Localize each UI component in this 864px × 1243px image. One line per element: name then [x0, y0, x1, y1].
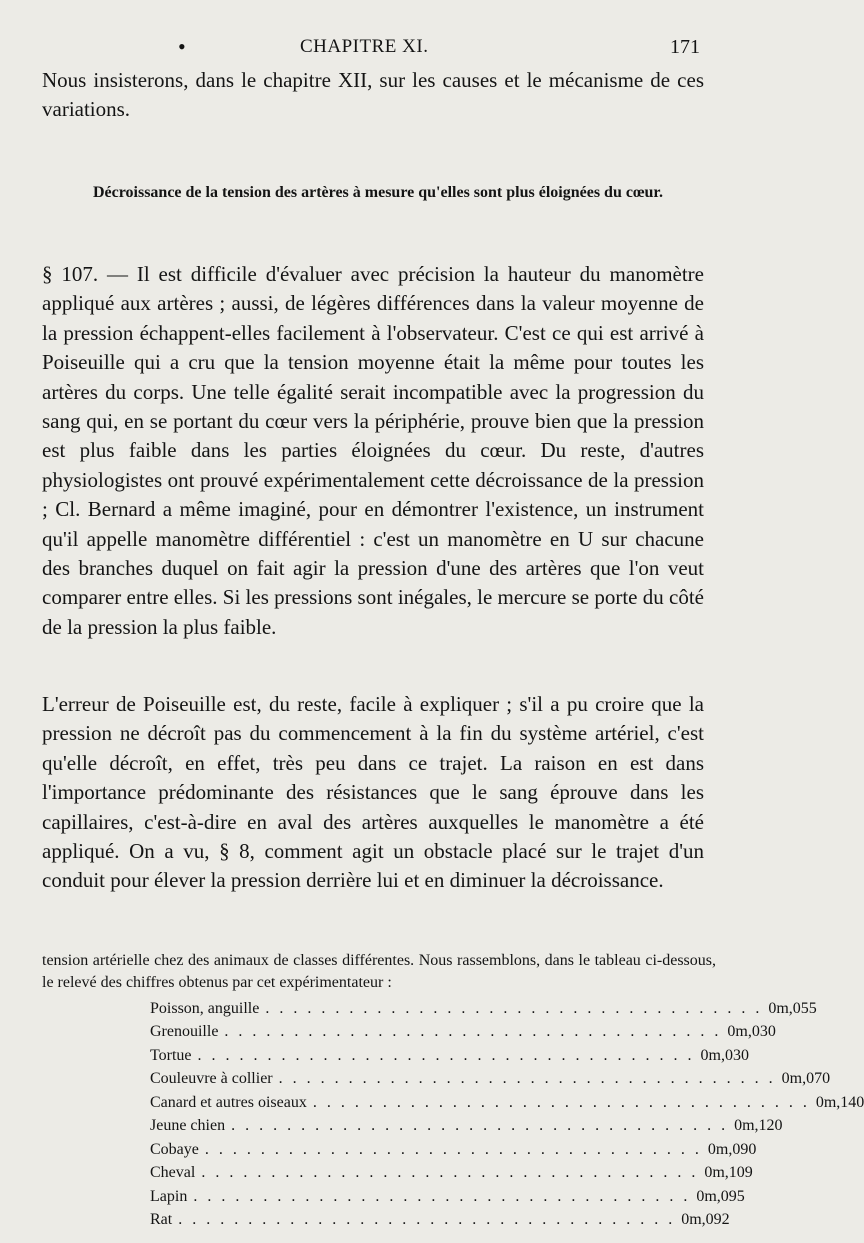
paragraph-poiseuille-error: L'erreur de Poiseuille est, du reste, facile à expliquer ; s'il a pu croire que la pression ne décroît pas du commencement à la fin du système artériel, c'est qu'elle décroît, en effet, très peu dans ce trajet. La raison en est dans l'importance prédominante des résistances que le sang éprouve dans les capillaires, c'est-à-dire en aval des artères auxquelles le manomètre a été appliqué. On a vu, § 8, comment agit un obstacle placé sur le trajet d'un conduit pour élever la pression derrière lui et en diminuer la décroissance.	[42, 692, 704, 893]
leader-dots: . . . . . . . . . . . . . . . . . . . . . . . . . . . . . . . . . . . .	[197, 1046, 695, 1064]
leader-dots: . . . . . . . . . . . . . . . . . . . . . . . . . . . . . . . . . . . .	[178, 1211, 676, 1229]
section-heading: Décroissance de la tension des artères à mesure qu'elles sont plus éloignées du cœur.	[92, 184, 664, 201]
table-row	[150, 1138, 757, 1162]
table-row	[150, 1068, 831, 1092]
animal-name: Jeune chien	[150, 1117, 226, 1135]
pressure-value: 0m,030	[727, 1023, 776, 1041]
animal-name: Poisson, anguille	[150, 999, 260, 1017]
table-row	[150, 1209, 730, 1233]
pressure-value: 0m,109	[704, 1164, 753, 1182]
leader-dots: . . . . . . . . . . . . . . . . . . . . . . . . . . . . . . . . . . . .	[204, 1140, 702, 1158]
table-row	[150, 1185, 745, 1209]
pressure-value: 0m,140	[815, 1093, 864, 1111]
pressure-value: 0m,095	[696, 1187, 745, 1205]
animal-name: Cobaye	[150, 1140, 199, 1158]
pressure-value: 0m,030	[700, 1046, 749, 1064]
intro-paragraph: Nous insisterons, dans le chapitre XII, sur les causes et le mécanisme de ces variations.	[42, 68, 704, 122]
table-row	[150, 1091, 864, 1115]
animal-name: Couleuvre à collier	[150, 1070, 273, 1088]
table-row	[150, 1021, 776, 1045]
leader-dots: . . . . . . . . . . . . . . . . . . . . . . . . . . . . . . . . . . . .	[278, 1070, 776, 1088]
animal-name: Cheval	[150, 1164, 196, 1182]
running-header	[0, 32, 800, 60]
paragraph-107: § 107. — Il est difficile d'évaluer avec précision la hauteur du manomètre appliqué aux artères ; aussi, de légères différences dans la valeur moyenne de la pression échappent-elles facilement à l'observateur. C'est ce qui est arrivé à Poiseuille qui a cru que la tension moyenne était la même pour toutes les artères du corps. Une telle égalité serait incompatible avec la progression du sang qui, en se portant du cœur vers la périphérie, prouve bien que la pression est plus faible dans les parties éloignées du cœur. Du reste, d'autres physiologistes ont prouvé expérimentalement cette décroissance de la pression ; Cl. Bernard a même imaginé, pour en démontrer l'existence, un instrument qu'il appelle manomètre différentiel : c'est un manomètre en U sur chacune des branches duquel on fait agir la pression d'une des artères que l'on veut comparer entre elles. Si les pressions sont inégales, le mercure se porte du côté de la pression la plus faible.	[42, 262, 704, 639]
animal-name: Grenouille	[150, 1023, 219, 1041]
table-intro-text: tension artérielle chez des animaux de classes différentes. Nous rassemblons, dans le tableau ci-dessous, le relevé des chiffres obtenus par cet expérimentateur :	[42, 952, 716, 991]
page-number: 171	[670, 36, 700, 58]
pressure-value: 0m,070	[781, 1070, 831, 1088]
leader-dots: . . . . . . . . . . . . . . . . . . . . . . . . . . . . . . . . . . . .	[224, 1023, 722, 1041]
table-row	[150, 997, 817, 1021]
animal-name: Tortue	[150, 1046, 192, 1064]
leader-dots: . . . . . . . . . . . . . . . . . . . . . . . . . . . . . . . . . . . .	[201, 1164, 699, 1182]
table-row	[150, 1162, 753, 1186]
animal-name: Lapin	[150, 1187, 188, 1205]
leader-dots: . . . . . . . . . . . . . . . . . . . . . . . . . . . . . . . . . . . .	[265, 999, 763, 1017]
pressure-value: 0m,120	[734, 1117, 783, 1135]
table-row	[150, 1115, 783, 1139]
leader-dots: . . . . . . . . . . . . . . . . . . . . . . . . . . . . . . . . . . . .	[193, 1187, 691, 1205]
leader-dots: . . . . . . . . . . . . . . . . . . . . . . . . . . . . . . . . . . . .	[231, 1117, 729, 1135]
pressure-table	[150, 997, 864, 1232]
pressure-value: 0m,092	[681, 1211, 730, 1229]
header-dot: •	[178, 34, 186, 59]
pressure-value: 0m,090	[707, 1140, 757, 1158]
pressure-value: 0m,055	[768, 999, 817, 1017]
animal-name: Rat	[150, 1211, 173, 1229]
animal-name: Canard et autres oiseaux	[150, 1093, 307, 1111]
chapter-title: CHAPITRE XI.	[300, 36, 429, 57]
table-row	[150, 1044, 749, 1068]
leader-dots: . . . . . . . . . . . . . . . . . . . . . . . . . . . . . . . . . . . .	[312, 1093, 810, 1111]
